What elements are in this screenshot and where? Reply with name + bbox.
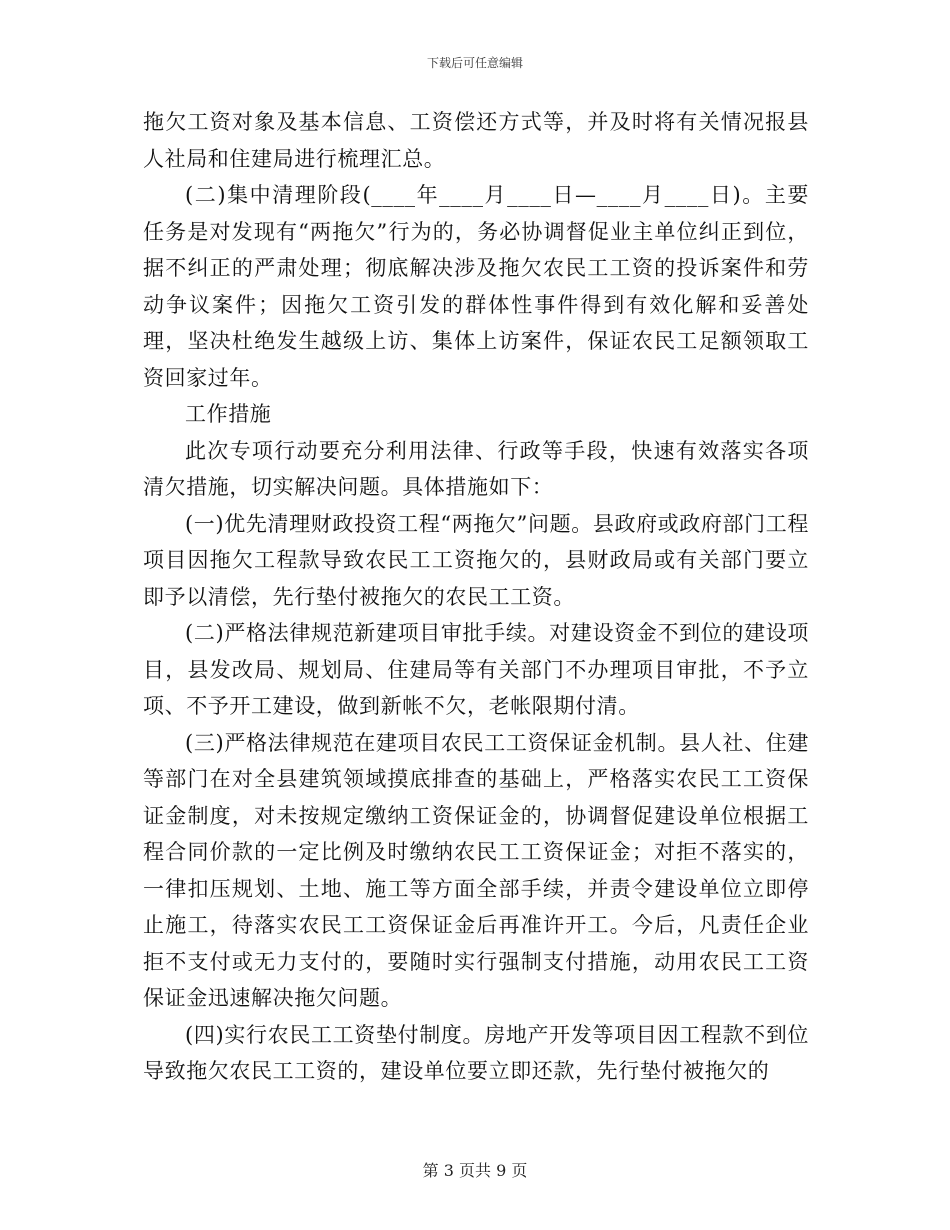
document-body <box>143 104 809 1090</box>
paragraph-continued: 拖欠工资对象及基本信息、工资偿还方式等，并及时将有关情况报县人社局和住建局进行梳理汇总。 <box>143 110 809 171</box>
paragraph-measure-three: (三)严格法律规范在建项目农民工工资保证金机制。县人社、住建等部门在对全县建筑领域摸底排查的基础上，严格落实农民工工资保证金制度，对未按规定缴纳工资保证金的，协调督促建设单位根据工程合同价款的一定比例及时缴纳农民工工资保证金；对拒不落实的，一律扣压规划、土地、施工等方面全部手续，并责令建设单位立即停止施工，待落实农民工工资保证金后再准许开工。今后，凡责任企业拒不支付或无力支付的，要随时实行强制支付措施，动用农民工工资保证金迅速解决拖欠问题。 <box>143 730 809 1010</box>
paragraph-stage-two: (二)集中清理阶段(____年____月____日—____月____日)。主要任务是对发现有“两拖欠”行为的，务必协调督促业主单位纠正到位，据不纠正的严肃处理；彻底解决涉及拖欠农民工工资的投诉案件和劳动争议案件；因拖欠工资引发的群体性事件得到有效化解和妥善处理，坚决杜绝发生越级上访、集体上访案件，保证农民工足额领取工资回家过年。 <box>143 183 809 390</box>
page-footer: 第 3 页共 9 页 <box>422 1161 528 1180</box>
section-heading-work-measures: 工作措施 <box>185 402 272 426</box>
paragraph-measure-four: (四)实行农民工工资垫付制度。房地产开发等项目因工程款不到位导致拖欠农民工工资的，建设单位要立即还款，先行垫付被拖欠的 <box>143 1022 809 1083</box>
paragraph-measure-one: (一)优先清理财政投资工程“两拖欠”问题。县政府或政府部门工程项目因拖欠工程款导致农民工工资拖欠的，县财政局或有关部门要立即予以清偿，先行垫付被拖欠的农民工工资。 <box>143 511 809 609</box>
page-header: 下载后可任意编辑 <box>426 56 523 70</box>
paragraph-measure-two: (二)严格法律规范新建项目审批手续。对建设资金不到位的建设项目，县发改局、规划局、住建局等有关部门不办理项目审批，不予立项、不予开工建设，做到新帐不欠，老帐限期付清。 <box>143 621 809 718</box>
paragraph-measures-intro: 此次专项行动要充分利用法律、行政等手段，快速有效落实各项清欠措施，切实解决问题。具体措施如下： <box>143 438 809 499</box>
